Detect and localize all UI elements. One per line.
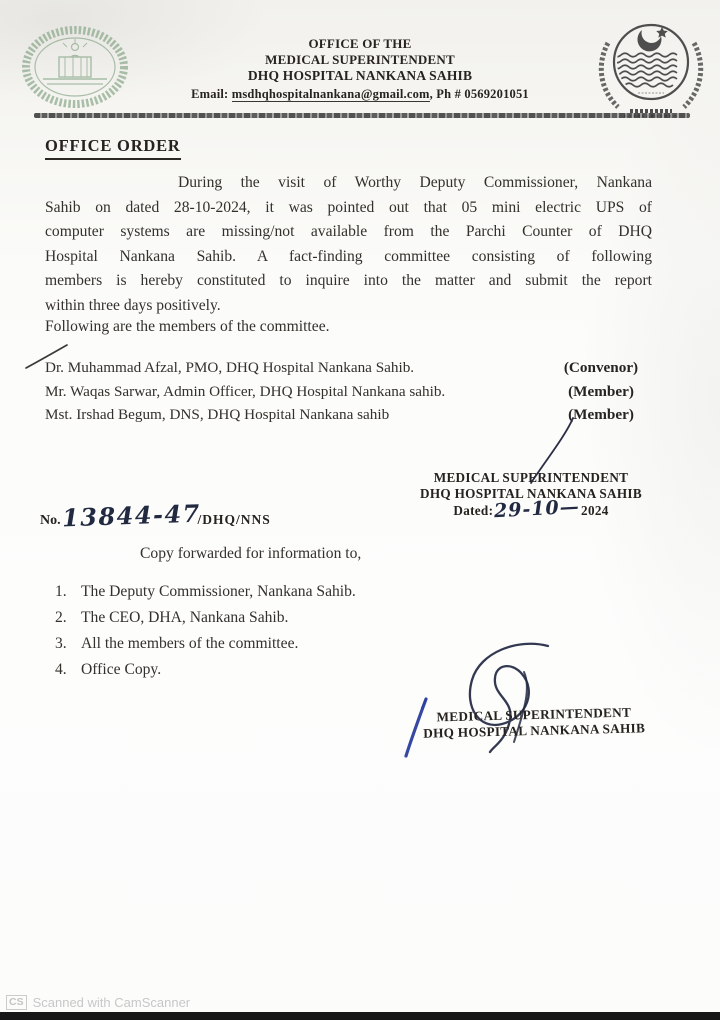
item-text: The Deputy Commissioner, Nankana Sahib. — [81, 583, 356, 600]
handwritten-ref-number: 13844-47 — [61, 498, 201, 533]
signatory-title: MEDICAL SUPERINTENDENT — [436, 704, 632, 725]
email-address: msdhqhospitalnankana@gmail.com — [231, 87, 430, 101]
member-role: (Convenor) — [563, 359, 639, 376]
phone-number: , Ph # 0569201051 — [429, 87, 529, 101]
handwritten-date: 29-10— — [493, 495, 581, 523]
signatory-org: DHQ HOSPITAL NANKANA SAHIB — [423, 719, 646, 741]
member-row — [45, 380, 653, 404]
letterhead-line2: MEDICAL SUPERINTENDENT — [265, 52, 455, 67]
item-number: 4. — [55, 661, 67, 678]
member-row — [45, 403, 653, 427]
ref-suffix: /DHQ/NNS — [197, 512, 271, 527]
reference-number-line — [40, 498, 271, 533]
camscanner-text: Scanned with CamScanner — [32, 995, 191, 1010]
camscanner-cs-icon: CS — [6, 995, 27, 1010]
item-number: 2. — [55, 609, 67, 626]
ref-label: No. — [40, 513, 61, 528]
date-label: Dated: — [453, 503, 494, 518]
body-line: within three days positively. — [45, 296, 221, 314]
committee-intro: Following are the members of the committee. — [45, 318, 330, 335]
signatory-org: DHQ HOSPITAL NANKANA SAHIB — [420, 485, 642, 501]
header-divider — [34, 113, 690, 118]
forward-item — [55, 657, 356, 683]
body-line: Sahib on dated 28-10-2024, it was pointed out that 05 mini electric UPS of — [45, 198, 652, 216]
body-paragraph — [45, 171, 652, 319]
item-number: 3. — [55, 635, 67, 652]
body-line: members is hereby constituted to inquire into the matter and submit the report — [45, 272, 652, 290]
item-text: The CEO, DHA, Nankana Sahib. — [81, 609, 289, 626]
scan-edge-bar — [0, 1012, 720, 1020]
item-text: Office Copy. — [81, 661, 162, 678]
item-number: 1. — [55, 583, 67, 600]
date-year: 2024 — [581, 503, 609, 518]
forward-heading: Copy forwarded for information to, — [140, 545, 362, 562]
date-line — [400, 495, 662, 523]
punjab-government-crest-icon — [593, 14, 711, 122]
member-name: Dr. Muhammad Afzal, PMO, DHQ Hospital Nankana Sahib. — [45, 359, 415, 376]
member-name: Mst. Irshad Begum, DNS, DHQ Hospital Nankana sahib — [45, 406, 390, 423]
committee-members-list — [45, 356, 653, 427]
email-label: Email: — [191, 87, 232, 101]
member-role: (Member) — [568, 406, 634, 423]
member-name: Mr. Waqas Sarwar, Admin Officer, DHQ Hospital Nankana sahib. — [45, 382, 446, 400]
letterhead-line3: DHQ HOSPITAL NANKANA SAHIB — [247, 68, 473, 83]
forward-item — [55, 579, 356, 605]
signatory-block — [400, 470, 662, 523]
forward-list — [55, 579, 356, 683]
government-crest-icon — [22, 26, 128, 116]
member-role: (Member) — [568, 382, 634, 400]
forward-item — [55, 605, 356, 631]
letterhead-contact — [140, 86, 580, 102]
forward-item — [55, 631, 356, 657]
document-title: OFFICE ORDER — [45, 136, 181, 160]
item-text: All the members of the committee. — [81, 635, 299, 652]
signatory-title: MEDICAL SUPERINTENDENT — [433, 470, 629, 485]
letterhead — [140, 36, 580, 102]
body-line: Hospital Nankana Sahib. A fact-finding committee consisting of following — [45, 247, 652, 265]
camscanner-watermark — [6, 995, 190, 1010]
signature-block-bottom — [398, 704, 671, 742]
member-row — [45, 356, 653, 380]
body-line: During the visit of Worthy Deputy Commissioner, Nankana — [178, 174, 652, 191]
body-line: computer systems are missing/not available from the Parchi Counter of DHQ — [45, 223, 652, 241]
letterhead-line1: OFFICE OF THE — [308, 36, 412, 51]
